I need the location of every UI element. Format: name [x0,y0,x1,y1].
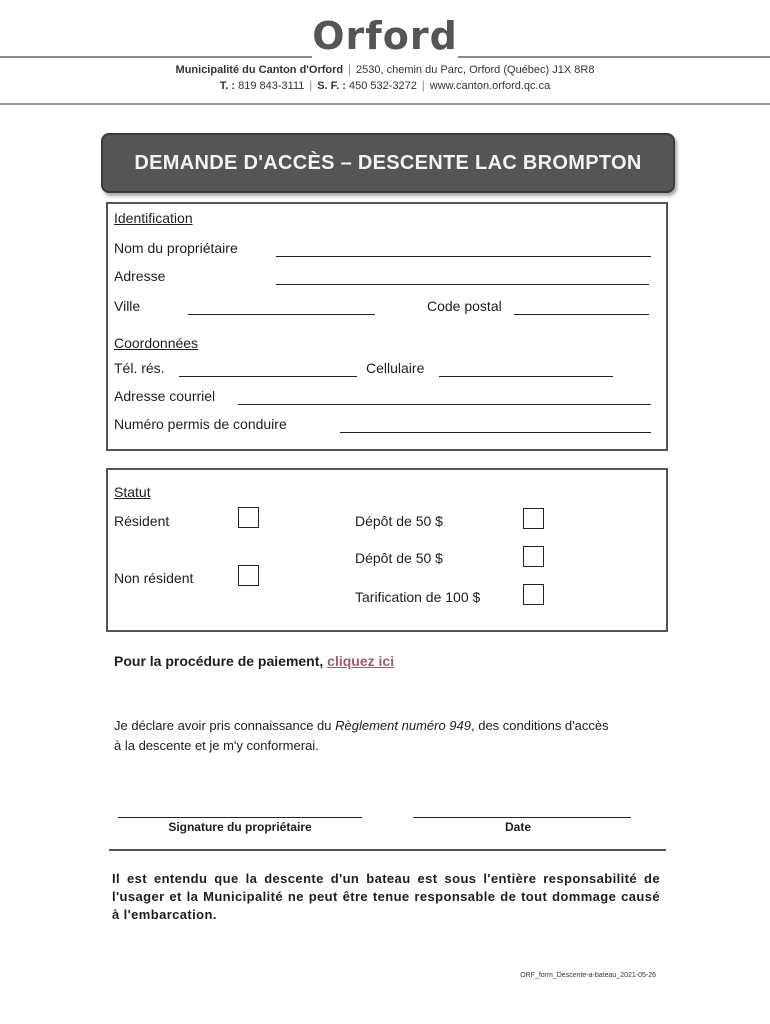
address-field[interactable] [276,284,649,285]
deposit-label-1: Dépôt de 50 $ [355,513,443,529]
license-field[interactable] [340,432,651,433]
fee-label: Tarification de 100 $ [355,589,481,605]
declaration-line-2: à la descente et je m'y conformerai. [114,738,319,753]
orford-logo: Orford [312,14,458,58]
cell-field[interactable] [439,376,613,377]
website-link[interactable]: www.canton.orford.qc.ca [429,80,551,92]
org-address: 2530, chemin du Parc, Orford (Québec) J1X 8R8 [356,64,595,76]
header-rule-left [0,56,312,58]
header-address-line: Municipalité du Canton d'Orford | 2530, chemin du Parc, Orford (Québec) J1X 8R8 [175,64,595,76]
date-field[interactable] [413,817,631,818]
deposit-checkbox-1[interactable] [523,508,544,529]
date-label: Date [504,820,531,834]
resident-label: Résident [114,513,170,529]
payment-line [114,653,394,669]
home-phone-field[interactable] [179,376,357,377]
tel-value: 819 843-3111 [238,80,305,92]
address-label: Adresse [114,268,166,284]
contact-heading: Coordonnées [114,335,199,351]
header-divider [0,103,770,105]
form-title: DEMANDE D'ACCÈS – DESCENTE LAC BROMPTON [134,151,642,174]
deposit-checkbox-2[interactable] [523,546,544,567]
postal-code-label: Code postal [427,298,502,314]
city-field[interactable] [188,314,375,315]
email-label: Adresse courriel [114,388,216,404]
org-name: Municipalité du Canton d'Orford [175,64,344,76]
header-rule-right [458,56,770,58]
status-heading: Statut [114,484,151,500]
non-resident-label: Non résident [114,570,194,586]
owner-signature-label: Signature du propriétaire [168,820,312,834]
license-label: Numéro permis de conduire [114,416,287,432]
form-title-banner [101,133,675,193]
declaration-line-1 [114,718,609,733]
payment-link[interactable]: cliquez ici [327,653,395,669]
owner-signature-field[interactable] [118,817,362,818]
form-code: ORF_form_Descente-a-bateau_2021-05-26 [520,972,656,979]
postal-code-field[interactable] [514,314,649,315]
non-resident-checkbox[interactable] [238,565,259,586]
fee-checkbox[interactable] [523,584,544,605]
fax-value: 450 532-3272 [349,80,417,92]
declaration-part2: , des conditions d'accès [470,718,609,733]
deposit-label-2: Dépôt de 50 $ [355,550,443,566]
declaration-part1: Je déclare avoir pris connaissance du [114,718,336,733]
fax-label: S. F. : [317,80,346,92]
owner-name-field[interactable] [276,256,651,257]
home-phone-label: Tél. rés. [114,360,165,376]
regulation-reference: Règlement numéro 949 [335,718,471,733]
resident-checkbox[interactable] [238,507,259,528]
payment-text: Pour la procédure de paiement, [114,653,324,669]
liability-disclaimer: Il est entendu que la descente d'un bateau est sous l'entière responsabilité de l'usager et la Municipalité ne peut être tenue responsable de tout dommage causé à l'embarcation. [112,871,660,922]
disclaimer-divider [109,849,666,851]
email-field[interactable] [238,404,651,405]
cell-label: Cellulaire [366,360,425,376]
owner-name-label: Nom du propriétaire [114,240,238,256]
tel-label: T. : [219,80,236,92]
identification-heading: Identification [114,210,193,226]
header-contact-line: T. : 819 843-3111 | S. F. : 450 532-3272 | www.canton.orford.qc.ca [219,80,551,92]
city-label: Ville [114,298,141,314]
